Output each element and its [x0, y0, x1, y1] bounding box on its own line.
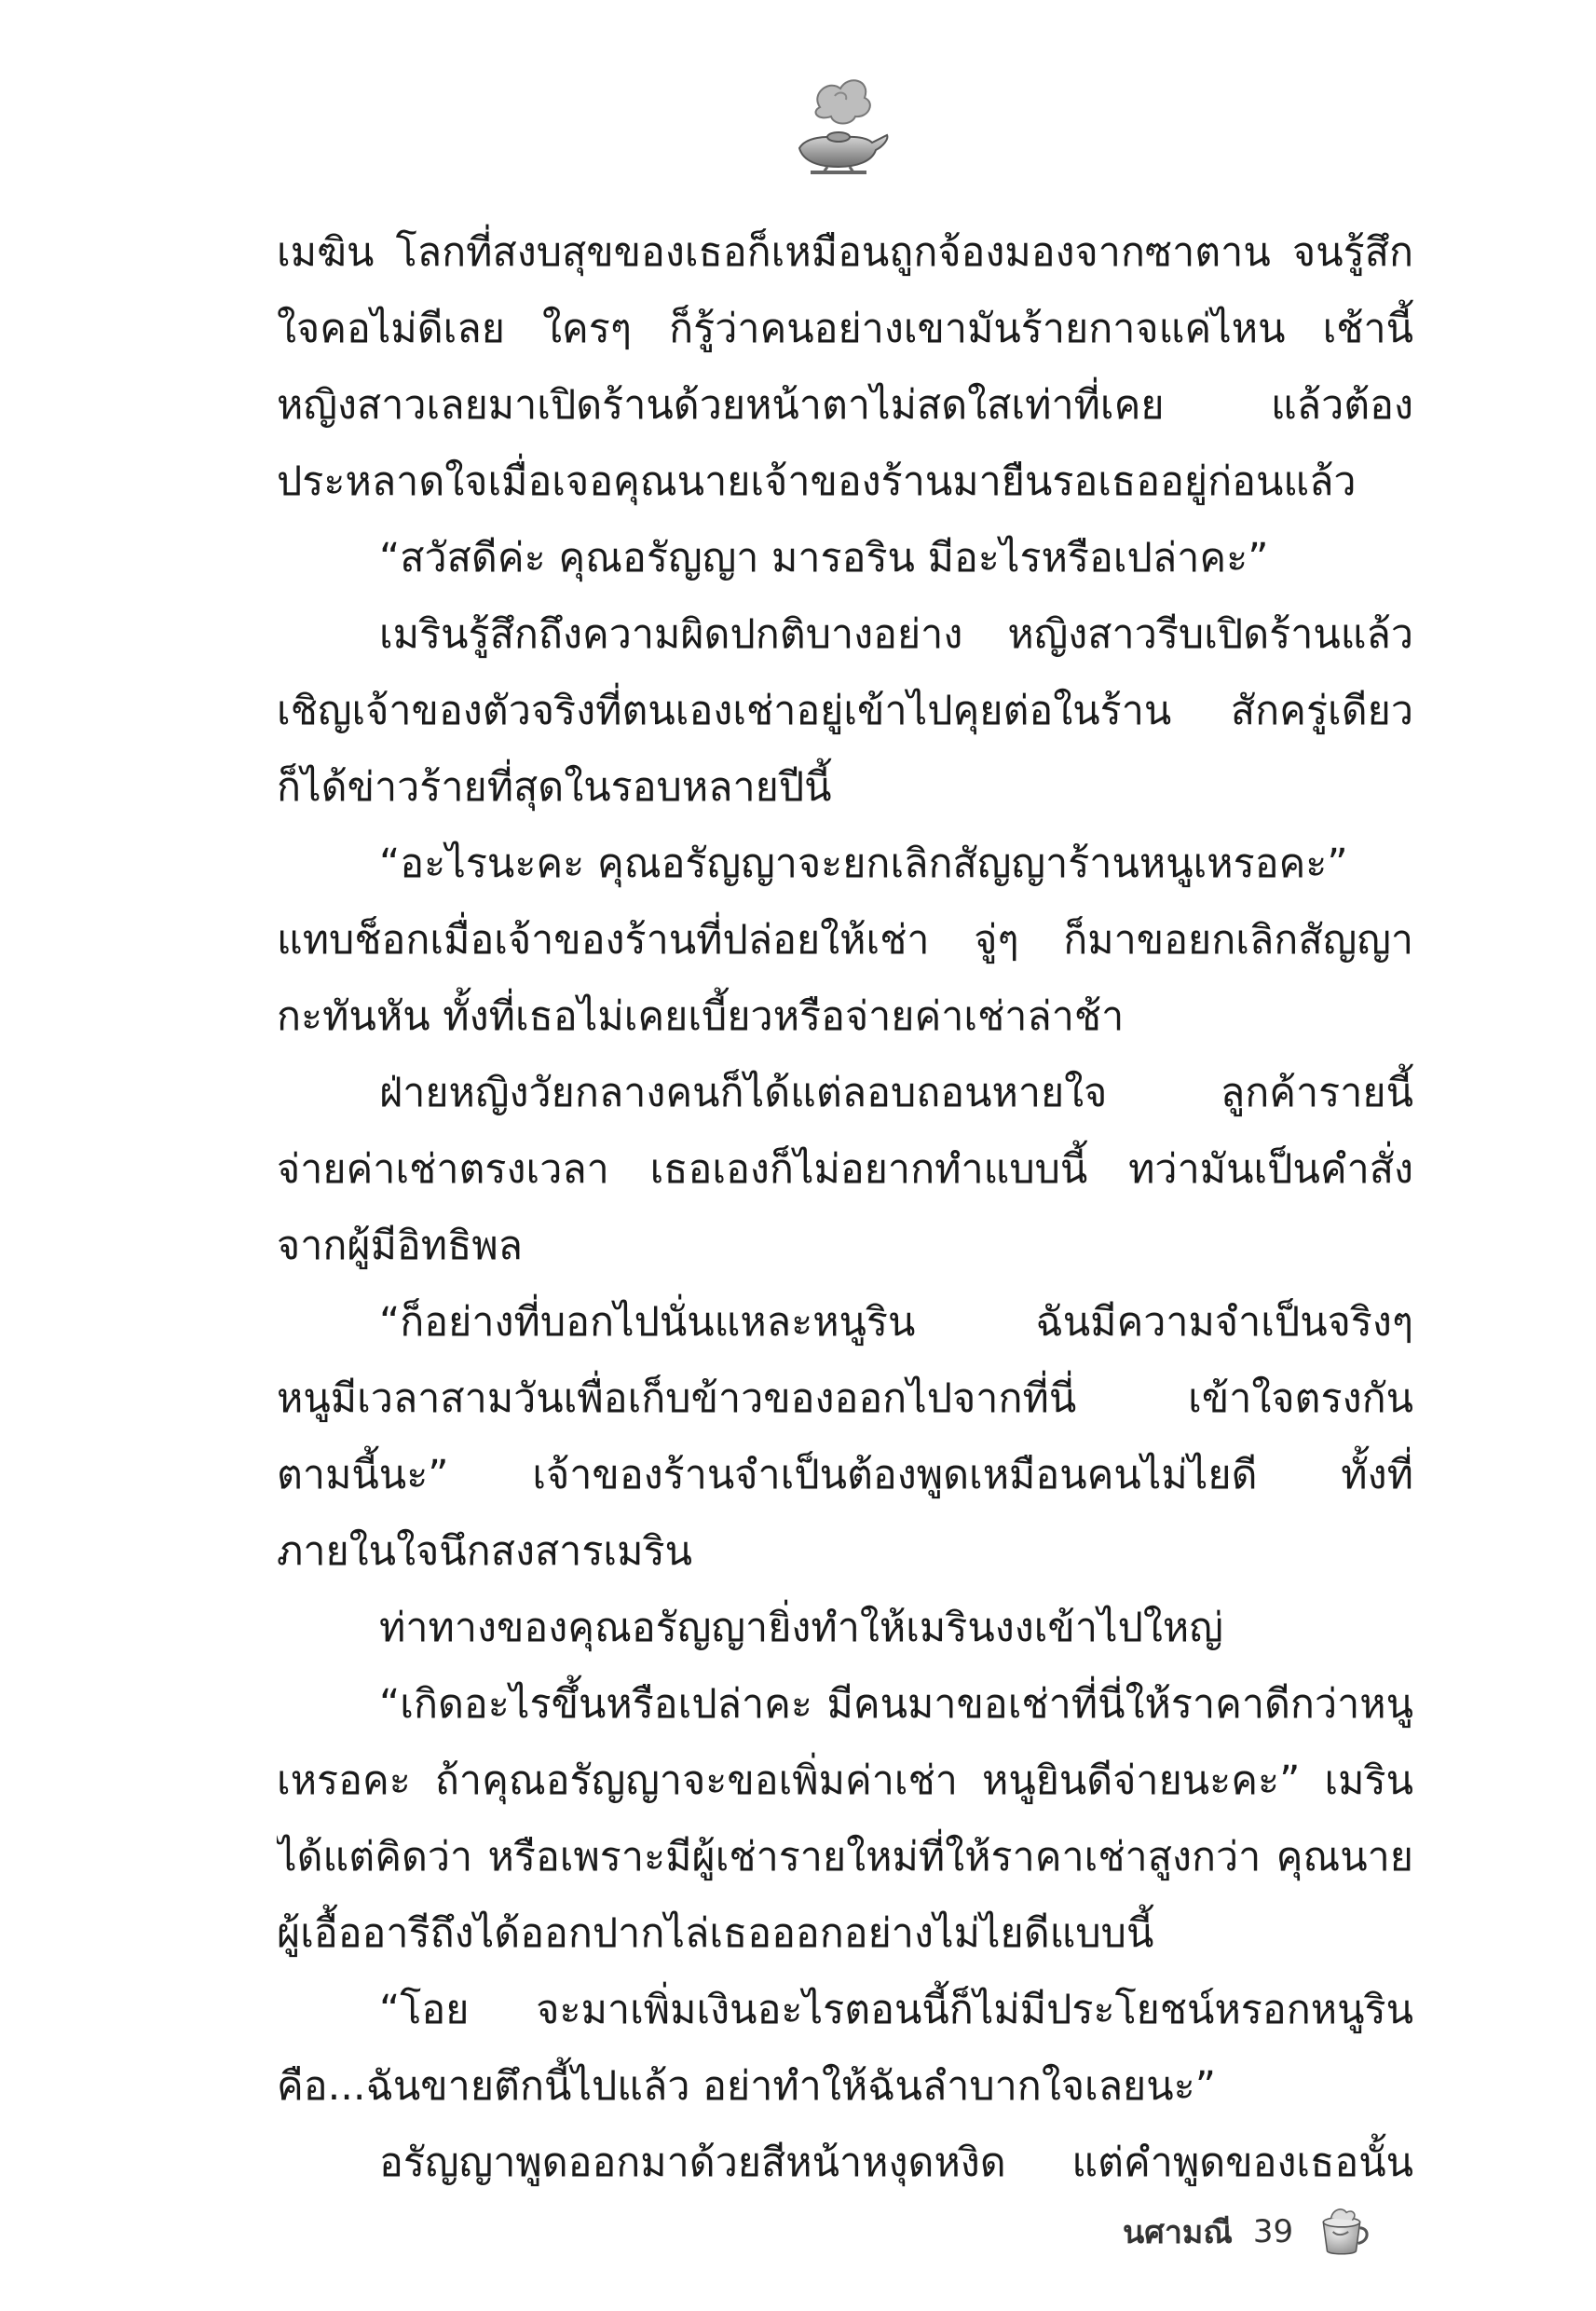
text-line: เชิญเจ้าของตัวจริงที่ตนเองเช่าอยู่เข้าไปคุยต่อในร้าน สักครู่เดียว: [277, 688, 1413, 734]
text-line: แทบช็อกเมื่อเจ้าของร้านที่ปล่อยให้เช่า จู่ๆ ก็มาขอยกเลิกสัญญา: [277, 917, 1413, 964]
footer-book-title: นศามณี: [1123, 2214, 1233, 2251]
text-line: “สวัสดีค่ะ คุณอรัญญา มารอริน มีอะไรหรือเปล่าคะ”: [379, 535, 1269, 581]
text-line: ได้แต่คิดว่า หรือเพราะมีผู้เช่ารายใหม่ที่ให้ราคาเช่าสูงกว่า คุณนาย: [277, 1834, 1413, 1880]
text-line: หญิงสาวเลยมาเปิดร้านด้วยหน้าตาไม่สดใสเท่าที่เคย แล้วต้อง: [277, 382, 1413, 429]
body-text: [277, 214, 1413, 2201]
text-line: ฝ่ายหญิงวัยกลางคนก็ได้แต่ลอบถอนหายใจ ลูกค้ารายนี้: [379, 1070, 1413, 1116]
text-line: “อะไรนะคะ คุณอรัญญาจะยกเลิกสัญญาร้านหนูเหรอคะ”: [379, 841, 1348, 887]
text-line: “เกิดอะไรขึ้นหรือเปล่าคะ มีคนมาขอเช่าที่นี่ให้ราคาดีกว่าหนู: [379, 1681, 1413, 1728]
coffee-cup-icon: [1314, 2203, 1371, 2261]
text-line: ตามนี้นะ” เจ้าของร้านจำเป็นต้องพูดเหมือนคนไม่ไยดี ทั้งที่: [277, 1452, 1413, 1498]
text-line: คือ...ฉันขายตึกนี้ไปแล้ว อย่าทำให้ฉันลำบากใจเลยนะ”: [277, 2063, 1217, 2110]
text-line: จ่ายค่าเช่าตรงเวลา เธอเองก็ไม่อยากทำแบบนี้ ทว่ามันเป็นคำสั่ง: [277, 1146, 1413, 1193]
text-line: อรัญญาพูดออกมาด้วยสีหน้าหงุดหงิด แต่คำพูดของเธอนั้น: [379, 2140, 1413, 2186]
text-line: หนูมีเวลาสามวันเพื่อเก็บข้าวของออกไปจากที่นี่ เข้าใจตรงกัน: [277, 1375, 1413, 1422]
page-number: 39: [1252, 2213, 1294, 2250]
text-line: เมฆิน โลกที่สงบสุขของเธอก็เหมือนถูกจ้องมองจากซาตาน จนรู้สึก: [277, 229, 1413, 276]
page-footer: [1123, 2199, 1421, 2264]
text-line: ผู้เอื้ออารีถึงได้ออกปากไล่เธอออกอย่างไม่ไยดีแบบนี้: [277, 1910, 1154, 1957]
text-line: “โอย จะมาเพิ่มเงินอะไรตอนนี้ก็ไม่มีประโยชน์หรอกหนูริน: [379, 1987, 1413, 2033]
text-line: กะทันหัน ทั้งที่เธอไม่เคยเบี้ยวหรือจ่ายค่าเช่าล่าช้า: [277, 993, 1125, 1040]
text-line: ภายในใจนึกสงสารเมริน: [277, 1528, 692, 1575]
text-line: จากผู้มีอิทธิพล: [277, 1223, 524, 1269]
text-line: ประหลาดใจเมื่อเจอคุณนายเจ้าของร้านมายืนรอเธออยู่ก่อนแล้ว: [277, 458, 1357, 505]
text-line: “ก็อย่างที่บอกไปนั่นแหละหนูริน ฉันมีความจำเป็นจริงๆ: [379, 1299, 1413, 1346]
text-line: ท่าทางของคุณอรัญญายิ่งทำให้เมรินงงเข้าไปใหญ่: [379, 1605, 1223, 1651]
genie-lamp-icon: [783, 70, 894, 182]
text-line: เมรินรู้สึกถึงความผิดปกติบางอย่าง หญิงสาวรีบเปิดร้านแล้ว: [379, 611, 1413, 658]
text-line: เหรอคะ ถ้าคุณอรัญญาจะขอเพิ่มค่าเช่า หนูยินดีจ่ายนะคะ” เมริน: [277, 1757, 1413, 1804]
text-line: ใจคอไม่ดีเลย ใครๆ ก็รู้ว่าคนอย่างเขามันร้ายกาจแค่ไหน เช้านี้: [277, 306, 1413, 352]
text-line: ก็ได้ข่าวร้ายที่สุดในรอบหลายปีนี้: [277, 764, 832, 811]
